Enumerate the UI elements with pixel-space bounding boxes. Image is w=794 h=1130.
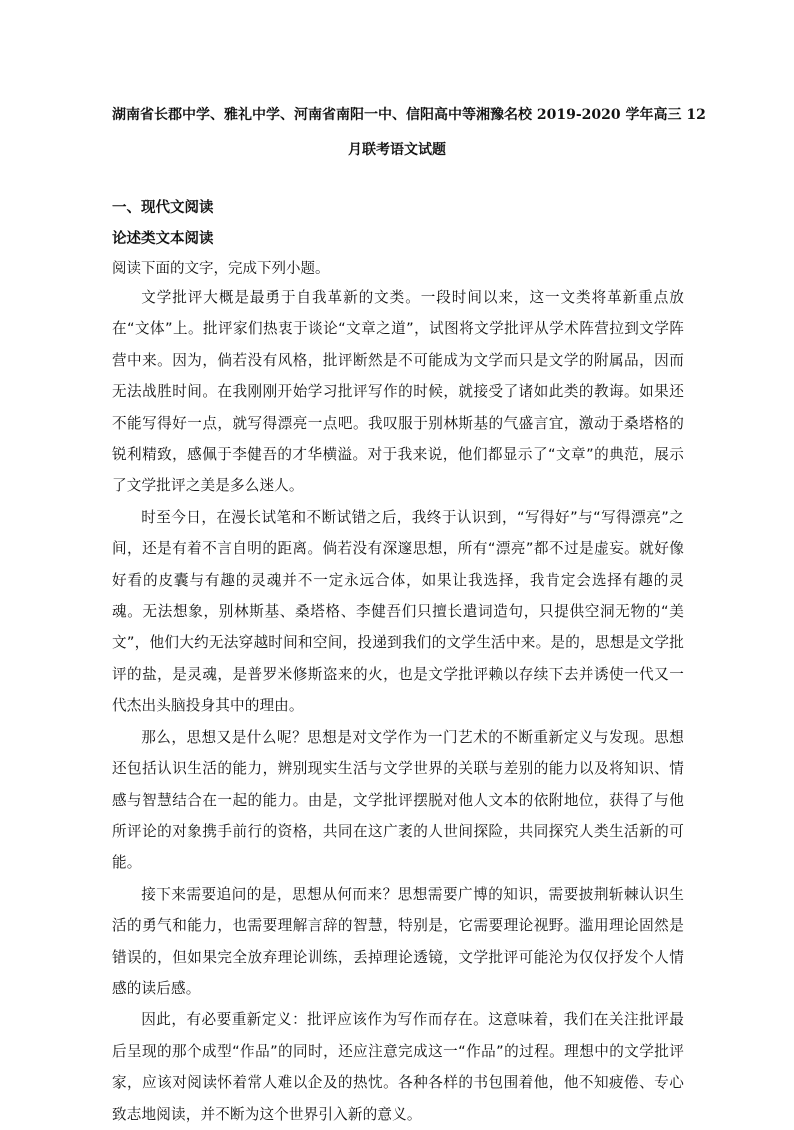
article-paragraph-3: 那么，思想又是什么呢？思想是对文学作为一门艺术的不断重新定义与发现。思想还包括认识生活的能力，辨别现实生活与文学世界的关联与差别的能力以及将知识、情感与智慧结合在一起的能力。由是，文学批评摆脱对他人文本的依附地位，获得了与他所评论的对象携手前行的资格，共同在这广袤的人世间探险，共同探究人类生活新的可能。 — [112, 728, 684, 872]
article-paragraph-1: 文学批评大概是最勇于自我革新的文类。一段时间以来，这一文类将革新重点放在“文体”上。批评家们热衷于谈论“文章之道”，试图将文学批评从学术阵营拉到文学阵营中来。因为，倘若没有风格，批评断然是不可能成为文学而只是文学的附属品，因而无法战胜时间。在我刚刚开始学习批评写作的时候，就接受了诸如此类的教诲。如果还不能写得好一点，就写得漂亮一点吧。我叹服于别林斯基的气盛言宜，激动于桑塔格的锐利精致，感佩于李健吾的才华横溢。对于我来说，他们都显示了“文章”的典范，展示了文学批评之美是多么迷人。 — [112, 289, 684, 495]
section-heading: 一、现代文阅读 — [112, 199, 214, 216]
subsection-heading: 论述类文本阅读 — [112, 230, 214, 247]
article-paragraph-2: 时至今日，在漫长试笔和不断试错之后，我终于认识到，“写得好”与“写得漂亮”之间，还是有着不言自明的距离。倘若没有深邃思想，所有“漂亮”都不过是虚妄。就好像好看的皮囊与有趣的灵魂并不一定永远合体，如果让我选择，我肯定会选择有趣的灵魂。无法想象，别林斯基、桑塔格、李健吾们只擅长遣词造句，只提供空洞无物的“美文”，他们大约无法穿越时间和空间，投递到我们的文学生活中来。是的，思想是文学批评的盐，是灵魂，是普罗米修斯盗来的火，也是文学批评赖以存续下去并诱使一代又一代杰出头脑投身其中的理由。 — [112, 508, 684, 715]
title-line-1: 湖南省长郡中学、雅礼中学、河南省南阳一中、信阳高中等湘豫名校 2019-2020 学年高三 12 — [112, 107, 706, 123]
document-title — [112, 98, 706, 168]
article-paragraph-4: 接下来需要追问的是，思想从何而来？思想需要广博的知识，需要披荆斩棘认识生活的勇气和能力，也需要理解言辞的智慧，特别是，它需要理论视野。滥用理论固然是错误的，但如果完全放弃理论训练，丢掉理论透镜，文学批评可能沦为仅仅抒发个人情感的读后感。 — [112, 885, 684, 997]
title-line-2: 月联考语文试题 — [348, 142, 446, 158]
instruction-text: 阅读下面的文字，完成下列小题。 — [112, 261, 330, 277]
article-body — [112, 282, 684, 1130]
article-paragraph-5: 因此，有必要重新定义：批评应该作为写作而存在。这意味着，我们在关注批评最后呈现的那个成型“作品”的同时，还应注意完成这一“作品”的过程。理想中的文学批评家，应该对阅读怀着常人难以企及的热忱。各种各样的书包围着他，他不知疲倦、专心致志地阅读，并不断为这个世界引入新的意义。 — [112, 1011, 684, 1123]
